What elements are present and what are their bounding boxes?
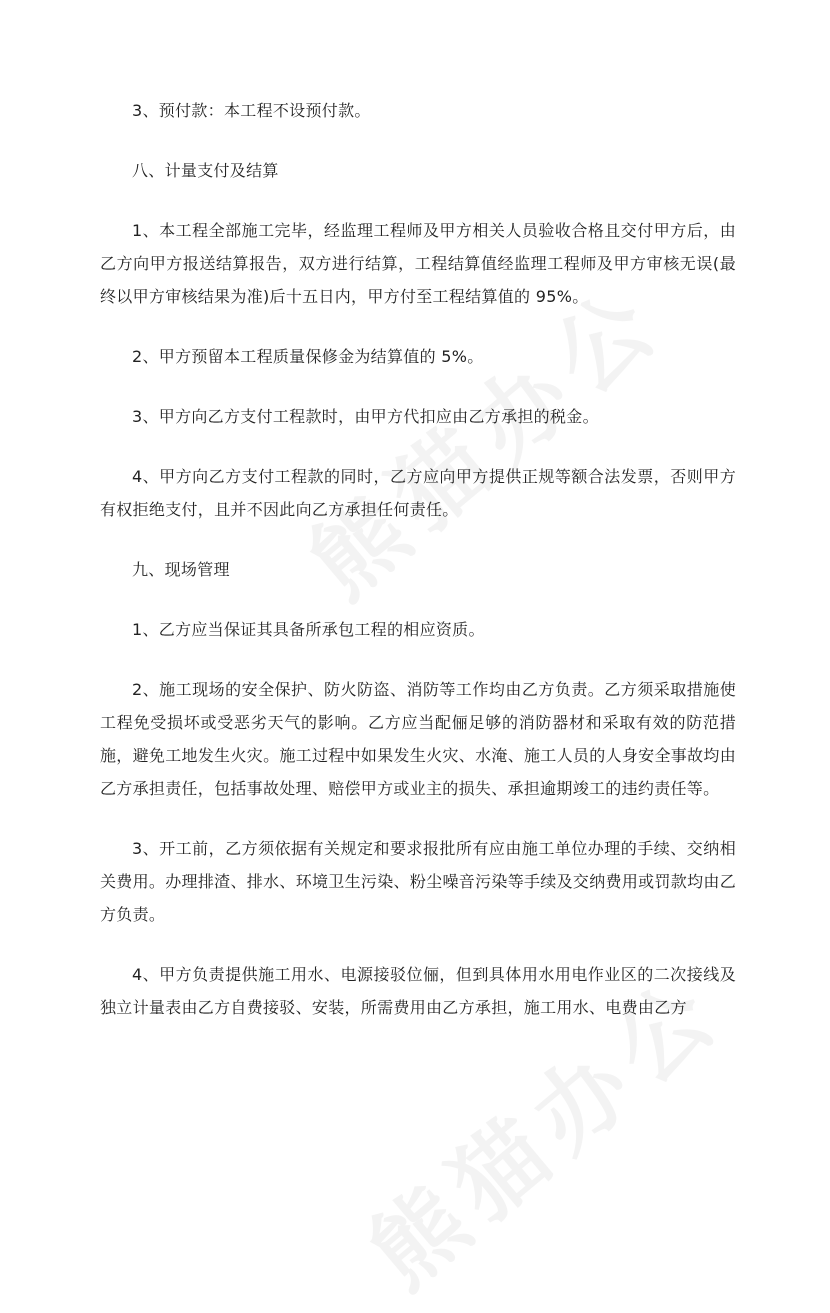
clause-9-1: 1、乙方应当保证其具备所承包工程的相应资质。 bbox=[132, 620, 485, 639]
clause-8-1: 1、本工程全部施工完毕，经监理工程师及甲方相关人员验收合格且交付甲方后，由乙方向甲方报送结算报告，双方进行结算，工程结算值经监理工程师及甲方审核无误(最终以甲方审核结果为准)后十五日内，甲方付至工程结算值的 95%。 bbox=[100, 221, 736, 306]
clause-8-3: 3、甲方向乙方支付工程款时，由甲方代扣应由乙方承担的税金。 bbox=[132, 407, 599, 426]
clause-9-3: 3、开工前，乙方须依据有关规定和要求报批所有应由施工单位办理的手续、交纳相关费用。办理排渣、排水、环境卫生污染、粉尘噪音污染等手续及交纳费用或罚款均由乙方负责。 bbox=[100, 839, 736, 924]
clause-3-prepayment: 3、预付款：本工程不设预付款。 bbox=[132, 101, 371, 120]
clause-8-4: 4、甲方向乙方支付工程款的同时，乙方应向甲方提供正规等额合法发票，否则甲方有权拒绝支付，且并不因此向乙方承担任何责任。 bbox=[100, 467, 736, 519]
clause-9-4: 4、甲方负责提供施工用水、电源接驳位俪，但到具体用水用电作业区的二次接线及独立计量表由乙方自费接驳、安装，所需费用由乙方承担，施工用水、电费由乙方 bbox=[100, 965, 736, 1017]
section-heading-9: 九、现场管理 bbox=[132, 560, 230, 579]
section-heading-8: 八、计量支付及结算 bbox=[132, 161, 279, 180]
clause-9-2: 2、施工现场的安全保护、防火防盗、消防等工作均由乙方负责。乙方须采取措施使工程免受损坏或受恶劣天气的影响。乙方应当配俪足够的消防器材和采取有效的防范措施，避免工地发生火灾。施工过程中如果发生火灾、水淹、施工人员的人身安全事故均由乙方承担责任，包括事故处理、赔偿甲方或业主的损失、承担逾期竣工的违约责任等。 bbox=[100, 680, 736, 798]
clause-8-2: 2、甲方预留本工程质量保修金为结算值的 5%。 bbox=[132, 347, 484, 366]
document-body bbox=[100, 94, 736, 1024]
